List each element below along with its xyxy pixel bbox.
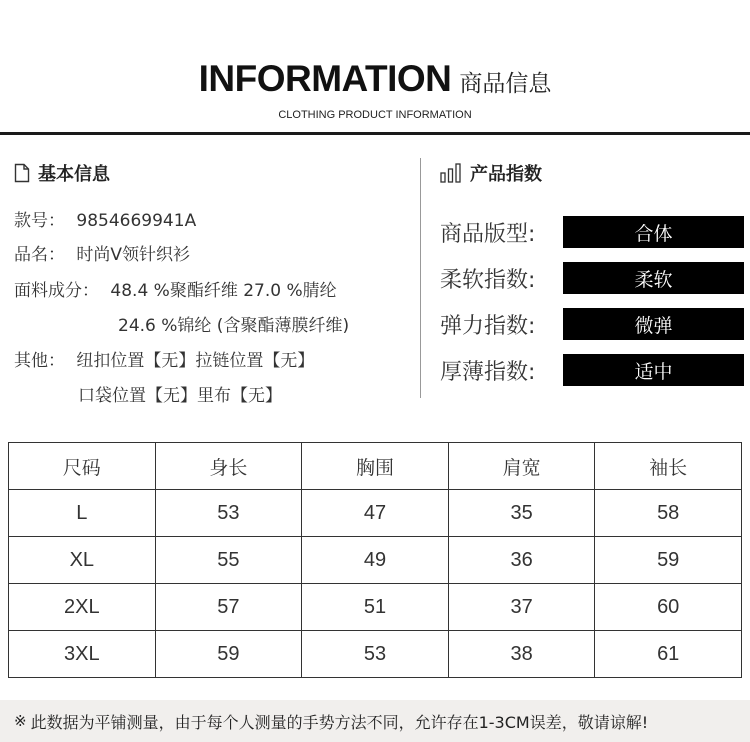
index-row-elasticity (440, 308, 744, 340)
table-cell: 51 (302, 584, 449, 631)
table-cell: 47 (302, 490, 449, 537)
style-number-row (14, 206, 196, 231)
table-cell: 2XL (9, 584, 156, 631)
table-row (9, 584, 742, 631)
header-cell-shoulder: 肩宽 (448, 443, 595, 490)
table-cell: 55 (155, 537, 302, 584)
index-label-thickness: 厚薄指数: (440, 359, 536, 385)
size-table-header-row (9, 443, 742, 490)
index-label-fit: 商品版型: (440, 221, 536, 247)
other-label: 其他： (14, 351, 65, 371)
table-cell: 53 (302, 631, 449, 678)
header (0, 0, 750, 136)
product-index-heading (440, 160, 745, 186)
table-row (9, 537, 742, 584)
basic-info-heading (14, 160, 409, 186)
table-cell: 49 (302, 537, 449, 584)
style-number-value: 9854669941A (76, 211, 197, 231)
table-cell: 60 (595, 584, 742, 631)
title-english: INFORMATION (198, 58, 452, 99)
table-row (9, 631, 742, 678)
other-line-2: 口袋位置【无】里布【无】 (78, 386, 282, 406)
table-cell: 36 (448, 537, 595, 584)
product-name-row (14, 240, 190, 265)
header-cell-chest: 胸围 (302, 443, 449, 490)
style-number-label: 款号： (14, 211, 65, 231)
table-cell: 59 (595, 537, 742, 584)
index-value-elasticity: 微弹 (563, 308, 744, 340)
product-name-label: 品名： (14, 245, 65, 265)
product-index-title: 产品指数 (470, 164, 542, 185)
table-cell: L (9, 490, 156, 537)
index-label-elasticity: 弹力指数: (440, 313, 536, 339)
table-cell: 3XL (9, 631, 156, 678)
section-divider (420, 158, 421, 398)
header-cell-size: 尺码 (9, 443, 156, 490)
index-row-thickness (440, 354, 744, 386)
table-cell: 38 (448, 631, 595, 678)
other-line-1: 纽扣位置【无】拉链位置【无】 (76, 351, 315, 371)
table-cell: XL (9, 537, 156, 584)
table-cell: 59 (155, 631, 302, 678)
measurement-note (0, 700, 750, 742)
document-icon (14, 163, 30, 183)
header-cell-length: 身长 (155, 443, 302, 490)
title-chinese: 商品信息 (459, 71, 552, 97)
fabric-composition-line-1: 48.4 %聚酯纤维 27.0 %腈纶 (110, 281, 337, 301)
fabric-composition-line-2: 24.6 %锦纶 (含聚酯薄膜纤维) (118, 316, 350, 336)
fabric-row (14, 276, 337, 301)
index-row-softness (440, 262, 744, 294)
index-value-fit: 合体 (563, 216, 744, 248)
title-row (0, 58, 750, 100)
header-divider (0, 132, 750, 135)
measurement-note-text: 此数据为平铺测量，由于每个人测量的手势方法不同，允许存在1-3CM误差，敬请谅解! (30, 712, 649, 732)
table-cell: 58 (595, 490, 742, 537)
header-cell-sleeve: 袖长 (595, 443, 742, 490)
fabric-label: 面料成分： (14, 281, 99, 301)
other-row (14, 346, 314, 371)
table-cell: 61 (595, 631, 742, 678)
table-row (9, 490, 742, 537)
bar-chart-icon (440, 163, 462, 183)
subtitle: CLOTHING PRODUCT INFORMATION (278, 109, 472, 121)
product-name-value: 时尚V领针织衫 (76, 245, 191, 265)
basic-info-section (14, 160, 409, 186)
index-label-softness: 柔软指数: (440, 267, 536, 293)
table-cell: 53 (155, 490, 302, 537)
index-value-thickness: 适中 (563, 354, 744, 386)
basic-info-title: 基本信息 (38, 164, 110, 185)
size-table (8, 442, 742, 678)
table-cell: 35 (448, 490, 595, 537)
reference-mark-icon: ※ (14, 712, 27, 730)
product-index-section (440, 160, 745, 186)
table-cell: 57 (155, 584, 302, 631)
index-row-fit (440, 216, 744, 248)
table-cell: 37 (448, 584, 595, 631)
index-value-softness: 柔软 (563, 262, 744, 294)
